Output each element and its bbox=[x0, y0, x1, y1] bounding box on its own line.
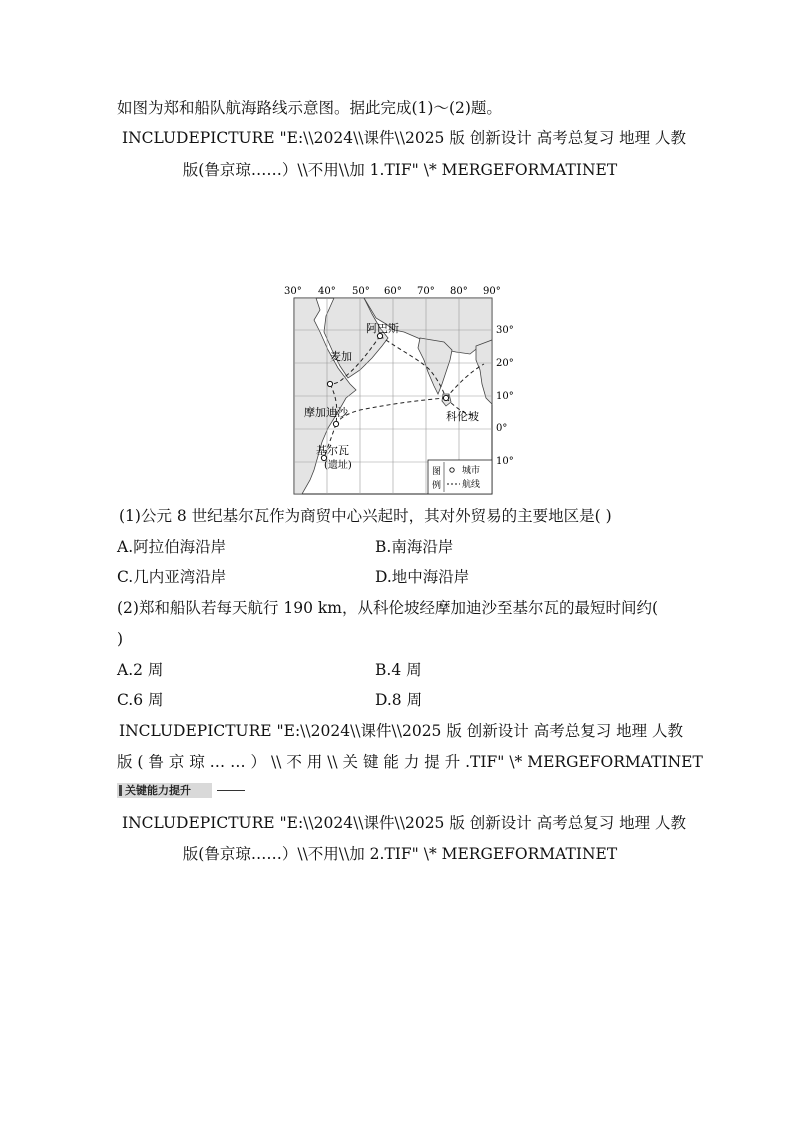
question-2-stem-line2: ) bbox=[117, 630, 124, 648]
question-1-option-c: C.几内亚湾沿岸 bbox=[117, 568, 227, 586]
section-tag-label: 关键能力提升 bbox=[125, 784, 191, 797]
question-1-option-a: A.阿拉伯海沿岸 bbox=[117, 538, 227, 556]
lon-label: 40° bbox=[318, 286, 336, 297]
include-field-3-line2: 版(鲁京琼……）\\不用\\加 2.TIF" \* MERGEFORMATINET bbox=[182, 845, 618, 863]
legend-city-label: 城市 bbox=[462, 466, 481, 476]
lat-label: 0° bbox=[496, 423, 508, 434]
city-label-kilwa: 基尔瓦 bbox=[316, 444, 349, 457]
question-2-option-c: C.6 周 bbox=[117, 691, 164, 709]
intro-text: 如图为郑和船队航海路线示意图。据此完成(1)～(2)题。 bbox=[117, 99, 502, 117]
lat-label: 20° bbox=[496, 358, 514, 369]
lon-label: 90° bbox=[483, 286, 501, 297]
legend-city-symbol bbox=[450, 468, 454, 472]
city-label-ruins: (遗址) bbox=[324, 460, 352, 471]
lon-label: 60° bbox=[384, 286, 402, 297]
lat-label: 10° bbox=[496, 456, 514, 467]
include-field-2-line1: INCLUDEPICTURE "E:\\2024\\课件\\2025 版 创新设计 高考总复习 地理 人教 bbox=[119, 722, 684, 740]
question-2-option-a: A.2 周 bbox=[117, 661, 164, 679]
include-field-1-line2: 版(鲁京琼……）\\不用\\加 1.TIF" \* MERGEFORMATINET bbox=[182, 161, 618, 179]
city-label-mecca: 麦加 bbox=[330, 350, 352, 363]
lat-label: 30° bbox=[496, 325, 514, 336]
city-label-mogadishu: 摩加迪沙 bbox=[304, 406, 348, 419]
legend-route-label: 航线 bbox=[462, 480, 481, 490]
lon-label: 30° bbox=[284, 286, 302, 297]
question-2-option-b: B.4 周 bbox=[375, 661, 422, 679]
legend-title-1: 图 bbox=[432, 467, 442, 477]
map-legend bbox=[428, 460, 492, 494]
section-tag bbox=[117, 783, 245, 798]
section-tag-rule bbox=[217, 790, 245, 791]
zheng-he-route-map bbox=[280, 280, 520, 500]
question-1-stem: (1)公元 8 世纪基尔瓦作为商贸中心兴起时，其对外贸易的主要地区是( ) bbox=[119, 507, 612, 525]
city-label-abbas: 阿巴斯 bbox=[366, 322, 399, 335]
lon-label: 80° bbox=[450, 286, 468, 297]
section-tag-marker bbox=[119, 785, 122, 796]
legend-title-2: 例 bbox=[432, 481, 442, 491]
question-1-option-b: B.南海沿岸 bbox=[375, 538, 454, 556]
lat-label: 10° bbox=[496, 391, 514, 402]
question-1-option-d: D.地中海沿岸 bbox=[375, 568, 470, 586]
question-2-stem-line1: (2)郑和船队若每天航行 190 km，从科伦坡经摩加迪沙至基尔瓦的最短时间约( bbox=[117, 599, 659, 617]
city-label-colombo: 科伦坡 bbox=[446, 410, 479, 423]
lon-label: 50° bbox=[352, 286, 370, 297]
lon-label: 70° bbox=[417, 286, 435, 297]
question-2-option-d: D.8 周 bbox=[375, 691, 423, 709]
include-field-3-line1: INCLUDEPICTURE "E:\\2024\\课件\\2025 版 创新设计 高考总复习 地理 人教 bbox=[122, 814, 687, 832]
include-field-1-line1: INCLUDEPICTURE "E:\\2024\\课件\\2025 版 创新设计 高考总复习 地理 人教 bbox=[122, 129, 687, 147]
include-field-2-line2: 版 ( 鲁 京 琼 … … ） \\ 不 用 \\ 关 键 能 力 提 升 .TIF" \* MERGEFORMATINET bbox=[117, 753, 703, 771]
